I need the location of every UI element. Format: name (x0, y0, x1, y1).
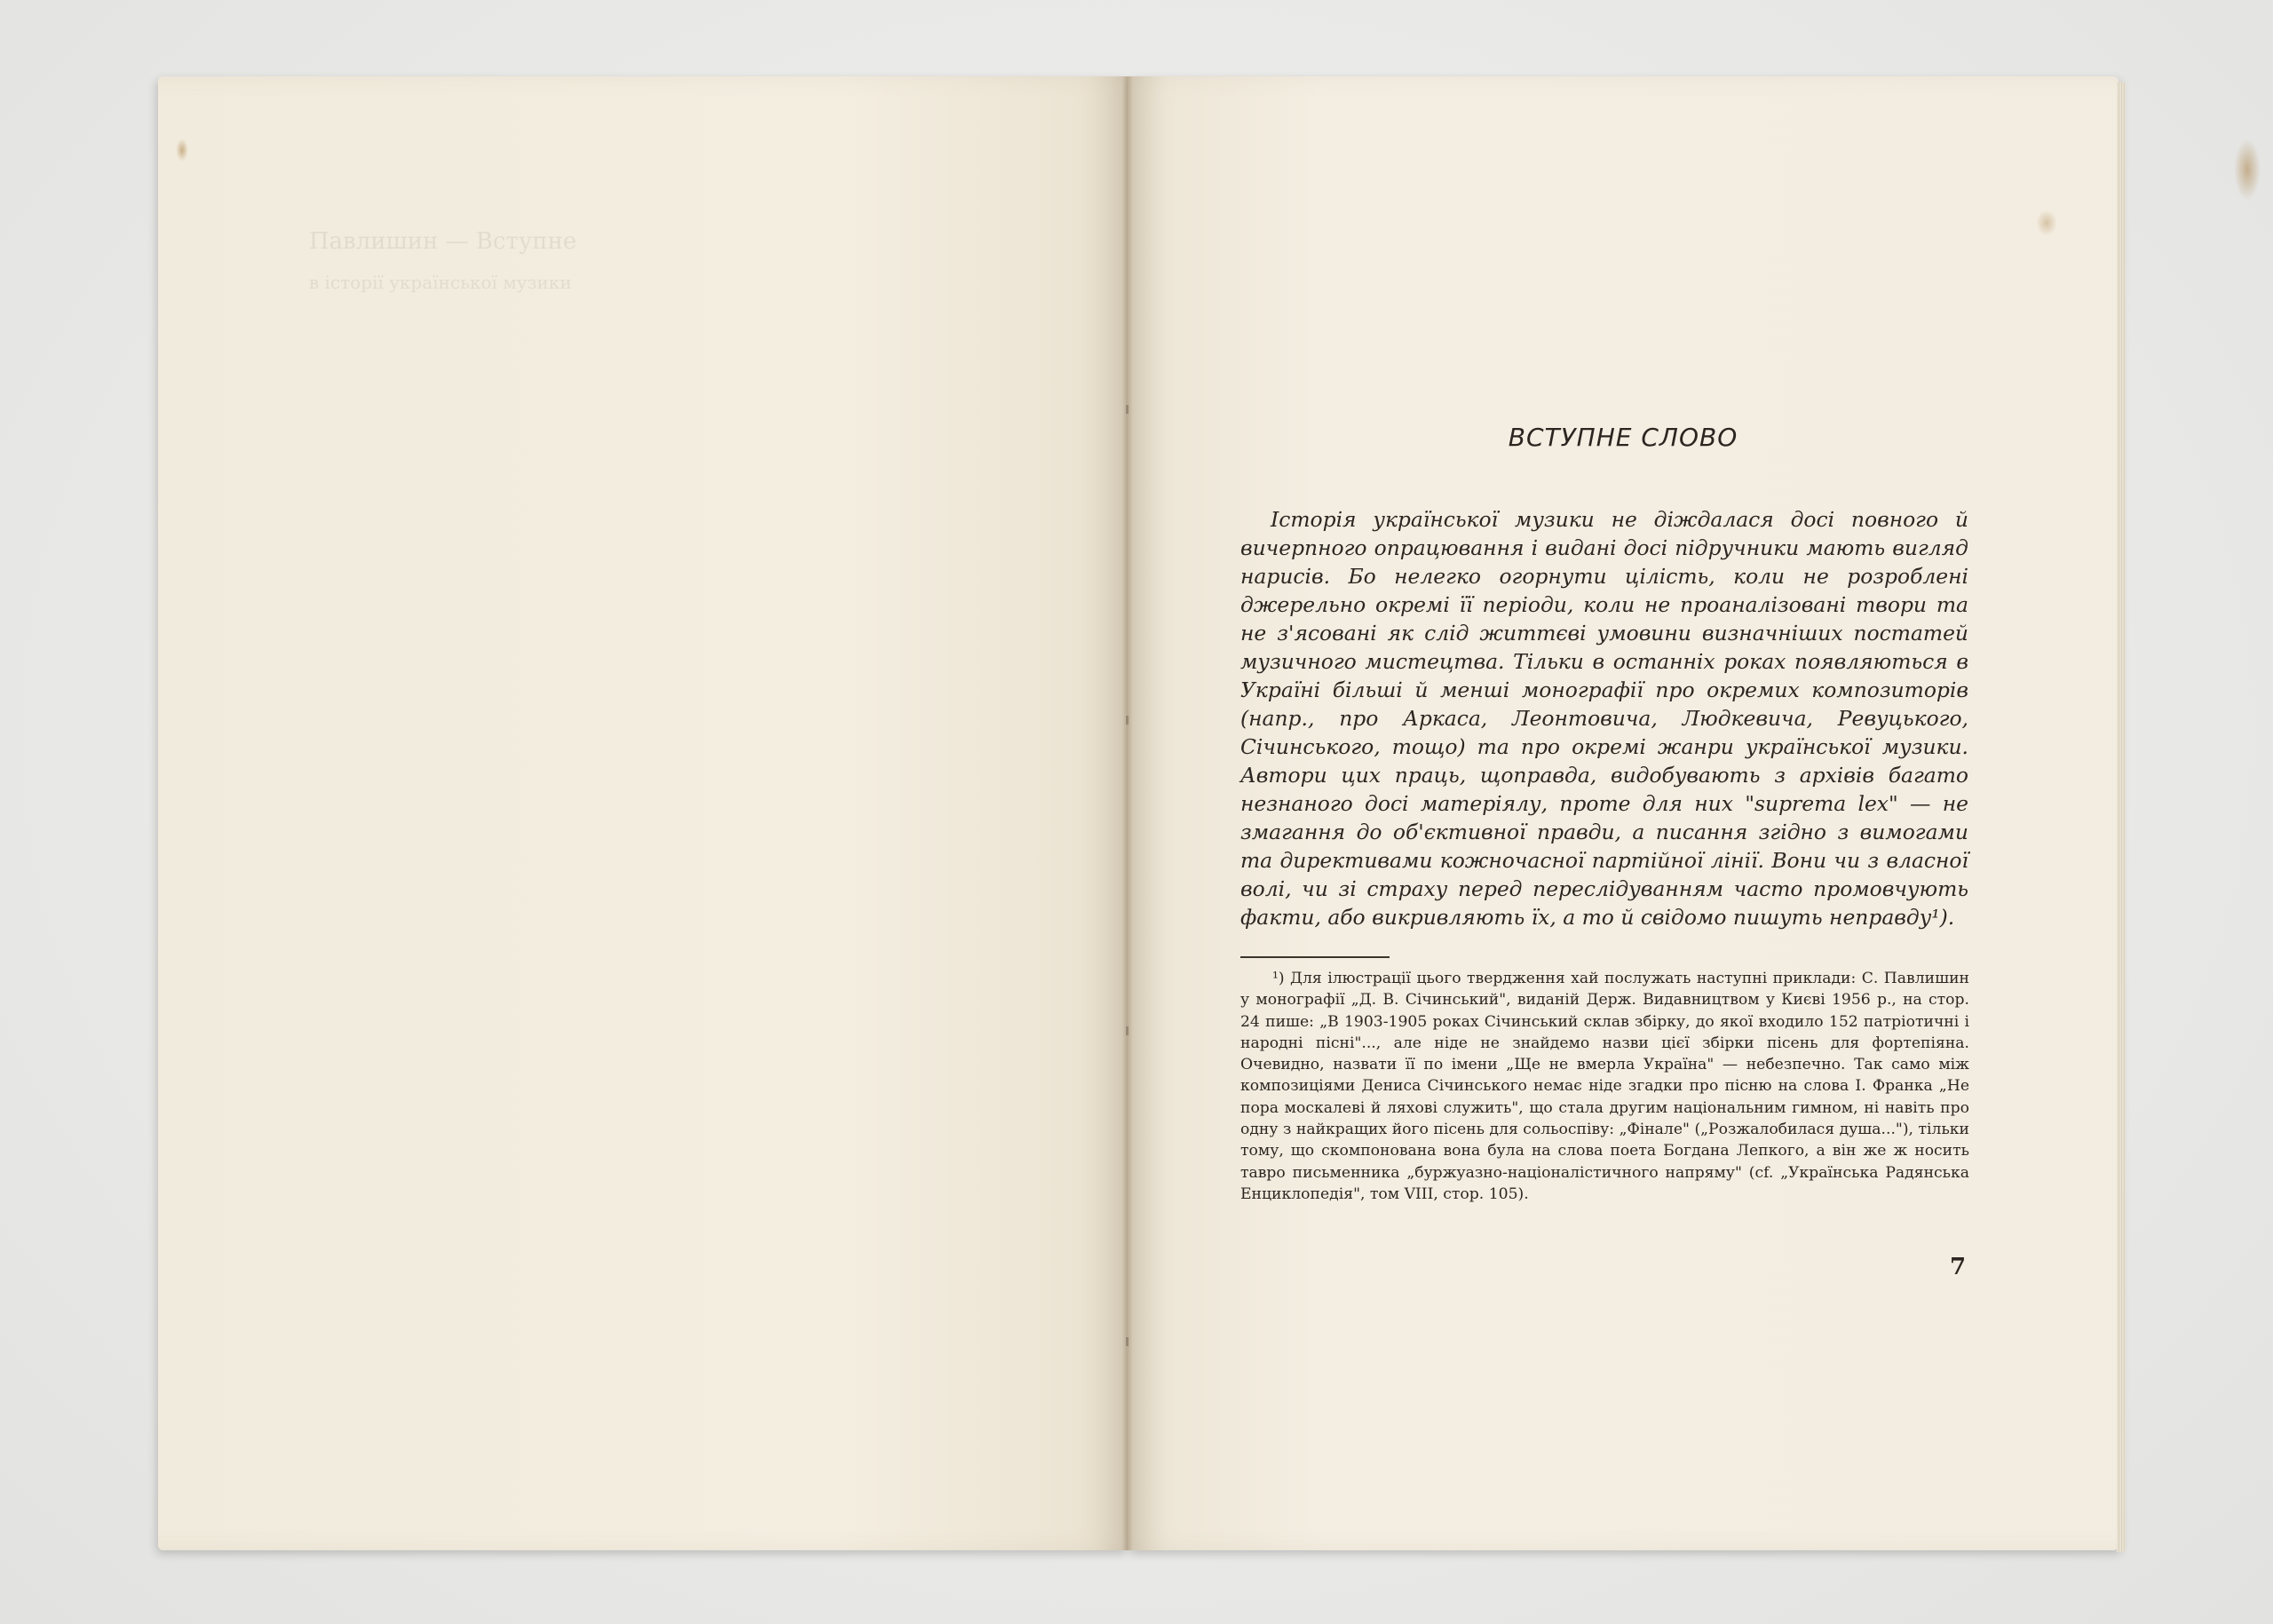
left-page (158, 76, 1128, 1550)
binding-stitch (1126, 405, 1129, 414)
show-through-text: в історії української музики (309, 272, 572, 293)
paper-stain (176, 139, 188, 162)
binding-stitch (1126, 1026, 1129, 1035)
page-edges (2117, 82, 2126, 1552)
footnote: ¹) Для ілюстрації цього твердження хай послужать наступні приклади: С. Павлишин у монографії „Д. В. Січинський", виданій Держ. Видавництвом у Києві 1956 р., на стор. 24 пише: „В 1903-1905 роках Січинський склав збірку, до якої входило 152 патріотичні і народні пісні"..., але ніде не знайдемо назви цієї збірки пісень для фортепіяна. Очевидно, назвати її по імени „Ще не вмерла Україна" — небезпечно. Так само між композиціями Дениса Січинського немає ніде згадки про пісню на слова І. Франка „Не пора москалеві й ляхові служить", що стала другим національним гимном, ні навіть про одну з найкращих його пісень для сольоспіву: „Фінале" („Розжалобилася душа..."), тільки тому, що скомпонована вона була на слова поета Богдана Лепкого, а він же ж носить тавро письменника „буржуазно-націоналістичного напряму" (cf. „Українська Радянська Енциклопедія", том VIII, стор. 105). (1240, 970, 1969, 1203)
show-through-text: Павлишин — Вступне (309, 228, 577, 255)
paper-stain (2036, 210, 2057, 236)
page-number: 7 (1950, 1254, 1967, 1280)
binding-stitch (1126, 716, 1129, 725)
footnote-rule (1240, 956, 1390, 958)
right-page (1128, 76, 2119, 1550)
binding-stitch (1126, 1337, 1129, 1346)
body-paragraph: Історія української музики не діждалася досі повного й вичерпного опрацювання і видані досі підручники мають вигляд нарисів. Бо нелегко огорнути цілість, коли не розроблені джерельно окремі її періоди, коли не проаналізовані твори та не з'ясовані як слід життєві умовини визначніших постатей музичного мистецтва. Тільки в останніх роках появляються в Україні більші й менші монографії про окремих композиторів (напр., про Аркаса, Леонтовича, Людкевича, Ревуцького, Січинського, тощо) та про окремі жанри української музики. Автори цих праць, щоправда, видобувають з архівів багато незнаного досі матеріялу, проте для них "suprema lex" — не змагання до об'єктивної правди, а писання згідно з вимогами та директивами кожночасної партійної лінії. Вони чи з власної волі, чи зі страху перед переслідуванням часто промовчують факти, або викривляють їх, а то й свідомо пишуть неправду¹). (1240, 507, 1968, 930)
book-gutter (1122, 76, 1133, 1550)
chapter-title: ВСТУПНЕ СЛОВО (1508, 423, 1738, 452)
paper-stain (2234, 139, 2261, 201)
open-book (158, 76, 2119, 1550)
